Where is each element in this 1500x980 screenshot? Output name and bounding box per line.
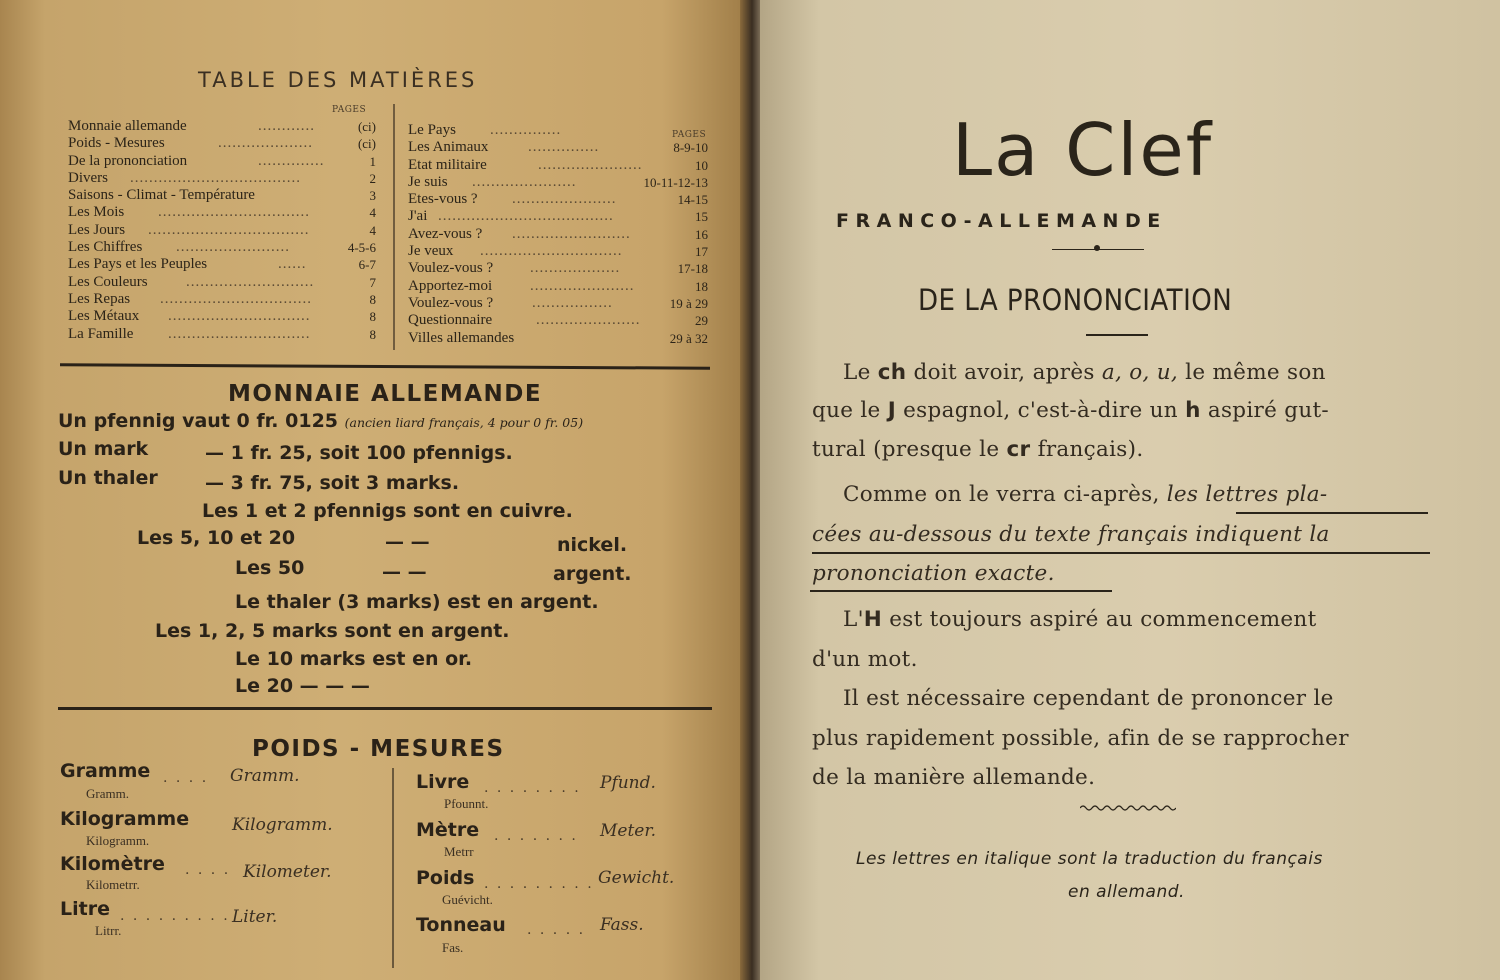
poids-dots: . . . . . [527,922,586,938]
poids-de-pfund: Pfund. [600,773,656,793]
poids-dots: . . . . [163,770,209,786]
section-rule [1086,334,1148,336]
poids-dots: . . . . . . . . . [120,908,230,924]
footnote-line2: en allemand. [1068,882,1185,902]
toc-entry: Les Pays et les Peuples ...... 6-7 [68,256,376,273]
p2-line1: Comme on le verra ci-après, les lettres pla- [843,482,1328,507]
monnaie-line-nickel-b: — — [385,531,430,553]
footnote-line1: Les lettres en italique sont la traduction du français [856,849,1323,869]
toc-entry: Etes-vous ? ...................... 14-15 [408,191,708,208]
monnaie-title: MONNAIE ALLEMANDE [228,381,543,407]
monnaie-line-cuivre: Les 1 et 2 pfennigs sont en cuivre. [202,500,573,522]
toc-pages-header-right: PAGES [672,130,707,140]
toc-left-column [68,118,376,343]
poids-fr-kilogramme: Kilogramme [60,808,190,830]
poids-column-divider [392,768,394,968]
toc-entry: Les Repas ................................ 8 [68,290,376,307]
toc-entry: Voulez-vous ? ................... 17-18 [408,260,708,277]
toc-entry: Apportez-moi ...................... 18 [408,277,708,294]
p3-line2: d'un mot. [812,647,918,672]
poids-fr-poids: Poids [416,867,475,889]
monnaie-line-or: Le 10 marks est en or. [235,648,473,670]
monnaie-line-argent-a: Les 50 [235,557,305,579]
poids-de-gramm: Gramm. [230,766,300,786]
poids-fr-kilometre: Kilomètre [60,853,165,875]
toc-entry: Les Chiffres ........................ 4-5-6 [68,239,376,256]
p2-line2: cées au-dessous du texte français indiquent la [812,522,1330,547]
poids-dots: . . . . [185,862,231,878]
p1-line2: que le J espagnol, c'est-à-dire un h aspiré gut- [812,398,1329,423]
book-subtitle: FRANCO-ALLEMANDE [836,210,1167,232]
poids-de-meter: Meter. [600,821,657,841]
section-title: DE LA PRONONCIATION [918,283,1233,317]
toc-title: TABLE DES MATIÈRES [198,68,478,92]
poids-de-fass: Fass. [600,915,644,935]
toc-entry: Questionnaire ...................... 29 [408,312,708,329]
poids-fr-litre: Litre [60,898,110,920]
toc-entry: Monnaie allemande ............ (ci) [68,118,376,134]
p1-line3: tural (presque le cr français). [812,437,1144,462]
monnaie-line-marks-argent: Les 1, 2, 5 marks sont en argent. [155,620,510,642]
poids-de-gewicht: Gewicht. [598,868,675,888]
monnaie-line-nickel-a: Les 5, 10 et 20 [137,527,296,549]
monnaie-line-nickel-c: nickel. [557,534,628,556]
p1-line1: Le ch doit avoir, après a, o, u, le même son [843,360,1326,385]
toc-entry: Villes allemandes 29 à 32 [408,329,708,346]
poids-pron-litrr: Litrr. [95,923,122,938]
monnaie-line-thaler-value: — 3 fr. 75, soit 3 marks. [205,472,460,494]
book-title: La Clef [952,108,1214,192]
toc-entry: Le Pays ............... [408,122,562,138]
toc-entry: Les Métaux .............................. 8 [68,308,376,325]
toc-pages-header-left: PAGES [332,105,367,115]
monnaie-line-mark-value: — 1 fr. 25, soit 100 pfennigs. [205,442,513,464]
poids-pron-guevicht: Guévicht. [442,892,493,907]
p4-line2: plus rapidement possible, afin de se rapprocher [812,726,1349,751]
toc-entry: Les Mois ................................ 4 [68,204,376,221]
poids-de-kilometer: Kilometer. [243,862,332,882]
poids-pron-gramm: Gramm. [86,786,129,801]
toc-bottom-rule [60,363,710,369]
monnaie-line-thaler-argent: Le thaler (3 marks) est en argent. [235,591,599,613]
poids-de-kilogramm: Kilogramm. [232,815,333,835]
p2-underline-1 [1236,512,1428,514]
p3-line1: L'H est toujours aspiré au commencement [843,607,1317,632]
toc-entry: La Famille .............................. 8 [68,325,376,342]
toc-entry: Poids - Mesures .................... (ci) [68,135,376,152]
p2-underline-2 [812,552,1430,554]
p2-line3: prononciation exacte. [812,561,1055,586]
poids-pron-pfounnt: Pfounnt. [444,796,489,811]
p4-line1: Il est nécessaire cependant de prononcer le [843,686,1334,711]
poids-fr-metre: Mètre [416,819,480,841]
toc-entry: Les Couleurs ........................... 7 [68,273,376,290]
poids-fr-tonneau: Tonneau [416,914,506,936]
poids-title: POIDS - MESURES [252,736,505,762]
monnaie-line-argent-c: argent. [553,563,632,585]
toc-entry: Les Jours .................................. 4 [68,221,376,238]
poids-dots: . . . . . . . . [484,780,581,796]
toc-entry: J'ai ..................................... 15 [408,208,708,225]
monnaie-line-thaler: Un thaler [58,467,158,489]
monnaie-bottom-rule [58,707,712,710]
poids-fr-livre: Livre [416,771,470,793]
monnaie-line-mark: Un mark [58,438,149,460]
poids-fr-gramme: Gramme [60,760,151,782]
toc-column-divider [393,104,395,350]
toc-entry: Je veux .............................. 17 [408,243,708,260]
poids-pron-kilometrr: Kilometrr. [86,877,140,892]
monnaie-line-argent-b: — — [382,561,427,583]
p4-line3: de la manière allemande. [812,765,1096,790]
poids-pron-fas: Fas. [442,940,464,955]
wavy-ornament [1080,804,1176,812]
poids-dots: . . . . . . . . . [484,876,594,892]
toc-entry: Etat militaire ...................... 10 [408,156,708,173]
toc-entry: Voulez-vous ? ................. 19 à 29 [408,294,708,311]
toc-entry: Avez-vous ? ......................... 16 [408,225,708,242]
poids-pron-kilogramm: Kilogramm. [86,833,150,848]
p2-underline-3 [810,590,1112,592]
toc-entry: Les Animaux ............... 8-9-10 [408,139,708,156]
toc-entry: Saisons - Climat - Température 3 [68,187,376,204]
poids-de-liter: Liter. [232,907,278,927]
toc-entry: Je suis ...................... 10-11-12-13 [408,173,708,190]
toc-entry: De la prononciation .............. 1 [68,152,376,169]
poids-dots: . . . . . . . [494,828,578,844]
toc-right-column [408,122,708,347]
toc-entry: Divers .................................... 2 [68,169,376,186]
monnaie-line-20: Le 20 — — — [235,675,370,697]
poids-pron-metrr: Metrr [444,844,474,859]
monnaie-line-pfennig: Un pfennig vaut 0 fr. 0125 (ancien liard français, 4 pour 0 fr. 05) [58,410,584,432]
ornament-dot [1094,245,1100,251]
